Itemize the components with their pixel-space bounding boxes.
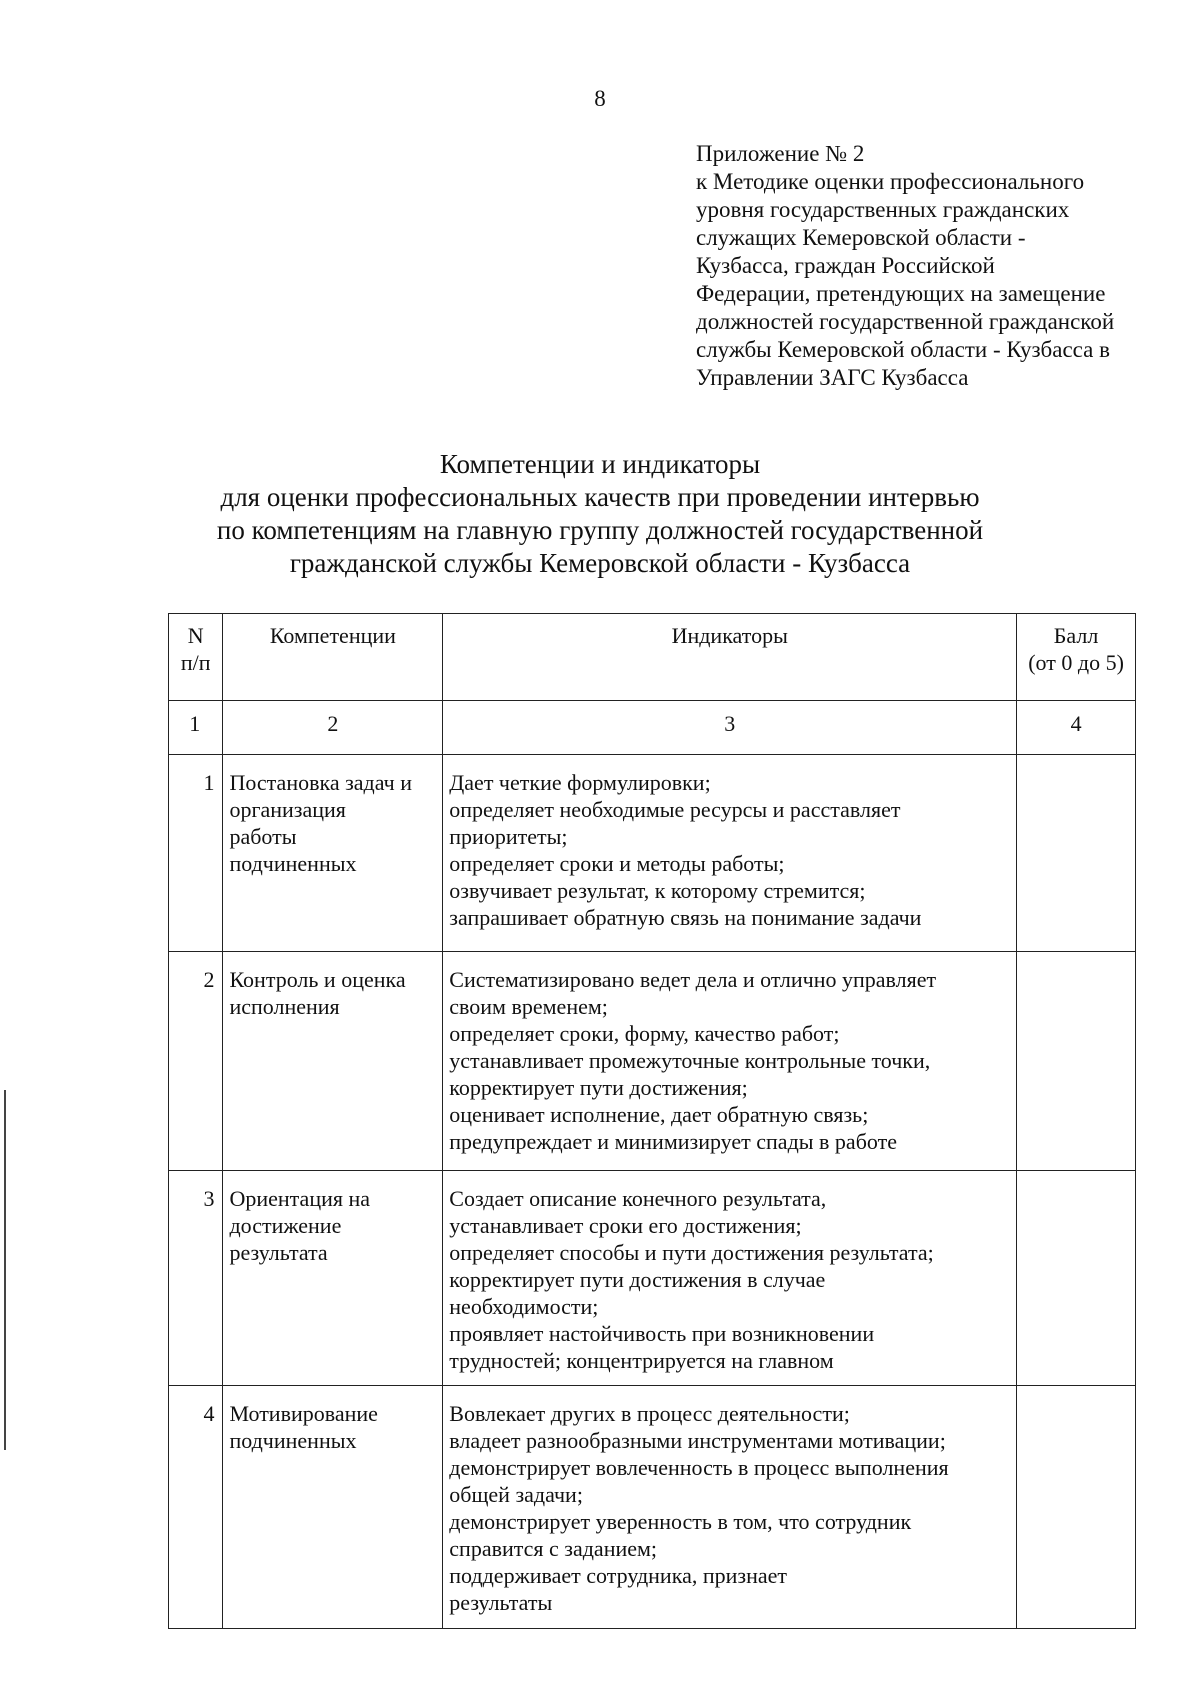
column-number: 2 — [223, 701, 443, 755]
score-cell[interactable] — [1017, 755, 1136, 952]
competency-line: подчиненных — [229, 1428, 357, 1453]
indicator-line: своим временем; — [449, 994, 608, 1019]
title-line: по компетенциям на главную группу должностей государственной — [216, 515, 984, 545]
competency-cell — [223, 755, 443, 952]
competency-line: Постановка задач и — [229, 770, 412, 795]
indicator-line: корректирует пути достижения; — [449, 1075, 748, 1100]
table-row — [169, 1386, 1136, 1629]
header-competencies: Компетенции — [223, 614, 443, 701]
indicator-line: устанавливает промежуточные контрольные точки, — [449, 1048, 931, 1073]
competency-cell — [223, 952, 443, 1171]
indicator-line: оценивает исполнение, дает обратную связь; — [449, 1102, 869, 1127]
indicators-cell — [443, 1386, 1017, 1629]
row-number: 2 — [169, 952, 223, 1171]
appendix-line: Управлении ЗАГС Кузбасса — [696, 365, 969, 390]
indicator-line: Вовлекает других в процесс деятельности; — [449, 1401, 850, 1426]
indicator-line: определяет сроки, форму, качество работ; — [449, 1021, 840, 1046]
header-num — [169, 614, 223, 701]
column-number: 4 — [1017, 701, 1136, 755]
indicator-line: трудностей; концентрируется на главном — [449, 1348, 834, 1373]
page-number: 8 — [594, 86, 606, 111]
indicator-line: Дает четкие формулировки; — [449, 770, 711, 795]
header-num-line: N — [187, 623, 204, 648]
header-score — [1017, 614, 1136, 701]
appendix-line: Приложение № 2 — [696, 141, 865, 166]
header-score-line: (от 0 до 5) — [1028, 650, 1124, 675]
indicator-line: предупреждает и минимизирует спады в работе — [449, 1129, 897, 1154]
column-number: 3 — [443, 701, 1017, 755]
scan-margin-line — [4, 1090, 6, 1450]
competency-line: достижение — [229, 1213, 342, 1238]
header-num-line: п/п — [180, 650, 211, 675]
indicator-line: демонстрирует уверенность в том, что сотрудник — [449, 1509, 912, 1534]
table-row — [169, 952, 1136, 1171]
indicator-line: результаты — [449, 1590, 553, 1615]
indicator-line: озвучивает результат, к которому стремится; — [449, 878, 866, 903]
appendix-line: Кузбасса, граждан Российской — [696, 253, 995, 278]
indicator-line: справится с заданием; — [449, 1536, 658, 1561]
header-score-line: Балл — [1053, 623, 1099, 648]
appendix-line: Федерации, претендующих на замещение — [696, 281, 1106, 306]
score-cell[interactable] — [1017, 1386, 1136, 1629]
row-number: 4 — [169, 1386, 223, 1629]
header-indicators: Индикаторы — [443, 614, 1017, 701]
competency-line: результата — [229, 1240, 328, 1265]
table-row — [169, 755, 1136, 952]
indicator-line: необходимости; — [449, 1294, 599, 1319]
title-line: гражданской службы Кемеровской области - Кузбасса — [289, 548, 911, 578]
competency-cell — [223, 1171, 443, 1386]
appendix-line: служащих Кемеровской области - — [696, 225, 1026, 250]
indicator-line: определяет сроки и методы работы; — [449, 851, 785, 876]
competency-cell — [223, 1386, 443, 1629]
competencies-table — [168, 613, 1136, 1629]
indicator-line: Создает описание конечного результата, — [449, 1186, 827, 1211]
indicator-line: корректирует пути достижения в случае — [449, 1267, 826, 1292]
title-line: Компетенции и индикаторы — [439, 449, 761, 479]
indicator-line: определяет необходимые ресурсы и расставляет — [449, 797, 901, 822]
competency-line: исполнения — [229, 994, 340, 1019]
score-cell[interactable] — [1017, 952, 1136, 1171]
indicators-cell — [443, 1171, 1017, 1386]
table-row — [169, 1171, 1136, 1386]
document-title — [0, 448, 1200, 580]
column-number-row — [169, 701, 1136, 755]
competency-line: Контроль и оценка — [229, 967, 406, 992]
appendix-line: к Методике оценки профессионального — [696, 169, 1085, 194]
competency-line: работы — [229, 824, 297, 849]
indicator-line: демонстрирует вовлеченность в процесс выполнения — [449, 1455, 949, 1480]
appendix-header — [696, 140, 1166, 392]
appendix-line: службы Кемеровской области - Кузбасса в — [696, 337, 1110, 362]
indicators-cell — [443, 755, 1017, 952]
indicator-line: запрашивает обратную связь на понимание задачи — [449, 905, 922, 930]
competency-line: подчиненных — [229, 851, 357, 876]
indicator-line: общей задачи; — [449, 1482, 583, 1507]
indicator-line: устанавливает сроки его достижения; — [449, 1213, 802, 1238]
appendix-line: уровня государственных гражданских — [696, 197, 1070, 222]
row-number: 3 — [169, 1171, 223, 1386]
title-line: для оценки профессиональных качеств при проведении интервью — [220, 482, 980, 512]
indicators-cell — [443, 952, 1017, 1171]
indicator-line: поддерживает сотрудника, признает — [449, 1563, 787, 1588]
indicator-line: приоритеты; — [449, 824, 568, 849]
table-header-row — [169, 614, 1136, 701]
competency-line: организация — [229, 797, 346, 822]
indicator-line: владеет разнообразными инструментами мотивации; — [449, 1428, 946, 1453]
indicator-line: проявляет настойчивость при возникновении — [449, 1321, 875, 1346]
row-number: 1 — [169, 755, 223, 952]
competency-line: Ориентация на — [229, 1186, 371, 1211]
indicator-line: определяет способы и пути достижения результата; — [449, 1240, 934, 1265]
competency-line: Мотивирование — [229, 1401, 378, 1426]
column-number: 1 — [169, 701, 223, 755]
indicator-line: Систематизировано ведет дела и отлично управляет — [449, 967, 937, 992]
score-cell[interactable] — [1017, 1171, 1136, 1386]
appendix-line: должностей государственной гражданской — [696, 309, 1115, 334]
